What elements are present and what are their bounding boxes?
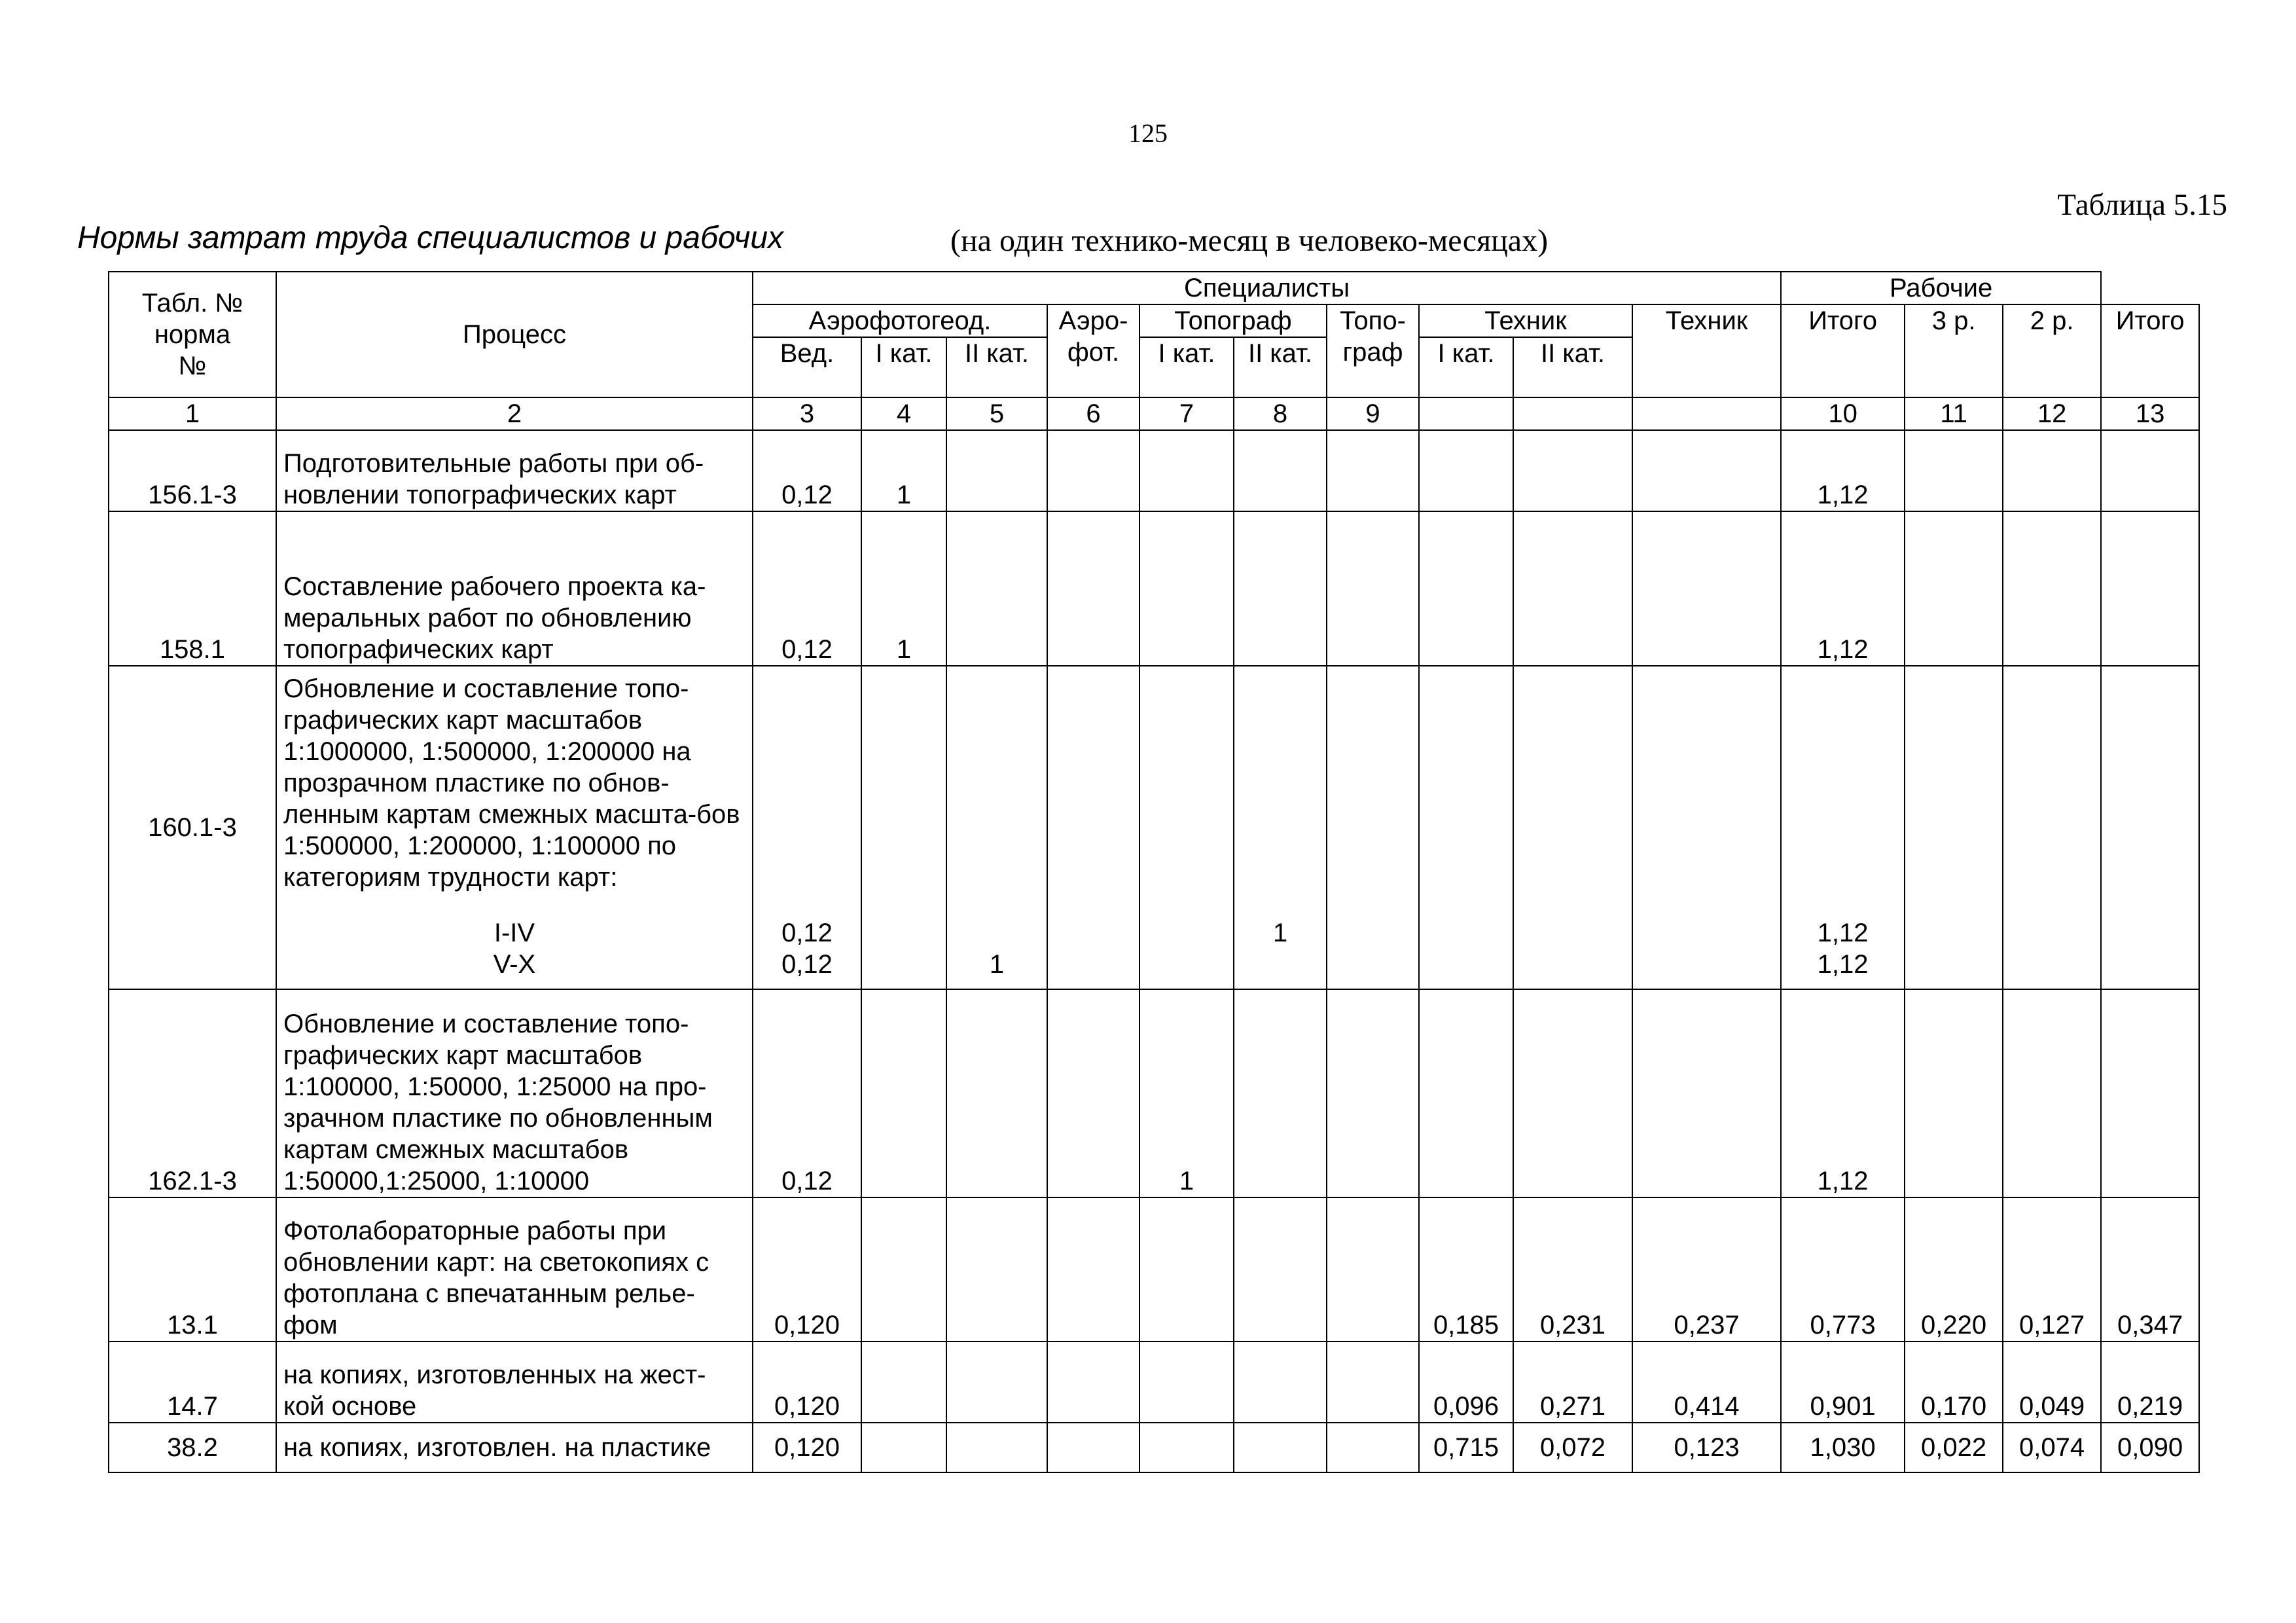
value-cell: 1 — [1234, 909, 1327, 949]
column-number — [1632, 397, 1781, 430]
value-cell: 1 — [946, 949, 1047, 989]
value-cell — [1047, 989, 1139, 1197]
norm-cell: 13.1 — [109, 1197, 276, 1341]
norm-cell: 160.1-3 — [109, 666, 276, 989]
value-cell — [1139, 949, 1234, 989]
column-number: 1 — [109, 397, 276, 430]
value-cell — [1513, 511, 1632, 666]
header-itogo-workers: Итого — [2101, 304, 2199, 397]
value-cell: 0,090 — [2101, 1423, 2199, 1472]
column-number: 13 — [2101, 397, 2199, 430]
subrow-label: V-X — [276, 949, 753, 989]
process-cell: Фотолабораторные работы при обновлении карт: на светокопиях с фотоплана с впечатанным релье-фом — [276, 1197, 753, 1341]
value-cell: 0,12 — [753, 989, 861, 1197]
value-cell: 0,347 — [2101, 1197, 2199, 1341]
norm-cell: 38.2 — [109, 1423, 276, 1472]
column-number: 6 — [1047, 397, 1139, 430]
header-topo-cat1: I кат. — [1139, 337, 1234, 397]
value-cell — [861, 1197, 946, 1341]
value-cell: 1,12 — [1781, 511, 1905, 666]
value-cell — [1047, 909, 1139, 949]
value-cell: 0,773 — [1781, 1197, 1905, 1341]
table-row — [109, 1423, 2199, 1472]
value-cell — [1905, 511, 2003, 666]
value-cell — [1234, 1197, 1327, 1341]
value-cell — [1047, 949, 1139, 989]
value-cell: 0,120 — [753, 1423, 861, 1472]
value-cell — [1234, 1341, 1327, 1423]
value-cell — [1632, 430, 1781, 511]
value-cell — [2003, 989, 2101, 1197]
value-cell — [1047, 1197, 1139, 1341]
value-cell: 0,127 — [2003, 1197, 2101, 1341]
value-cell: 1,12 — [1781, 430, 1905, 511]
value-cell — [1513, 949, 1632, 989]
header-aerophotogeod: Аэрофотогеод. — [753, 304, 1047, 337]
page-number: 125 — [1128, 119, 1168, 148]
value-cell: 0,12 — [753, 909, 861, 949]
value-cell — [1632, 949, 1781, 989]
value-cell — [1632, 511, 1781, 666]
value-cell — [1047, 511, 1139, 666]
value-cell — [1139, 909, 1234, 949]
value-cell — [1139, 511, 1234, 666]
value-cell: 0,074 — [2003, 1423, 2101, 1472]
value-cell: 0,231 — [1513, 1197, 1632, 1341]
value-cell — [1632, 909, 1781, 949]
value-cell: 0,123 — [1632, 1423, 1781, 1472]
value-cell — [1419, 430, 1513, 511]
value-cell: 0,049 — [2003, 1341, 2101, 1423]
value-cell: 0,096 — [1419, 1341, 1513, 1423]
header-itogo-specialists: Итого — [1781, 304, 1905, 397]
value-cell — [861, 949, 946, 989]
column-number: 11 — [1905, 397, 2003, 430]
value-cell — [1513, 430, 1632, 511]
column-number: 7 — [1139, 397, 1234, 430]
value-cell — [1047, 1423, 1139, 1472]
column-number: 4 — [861, 397, 946, 430]
value-cell — [1139, 1341, 1234, 1423]
value-cell — [1905, 430, 2003, 511]
norm-cell: 156.1-3 — [109, 430, 276, 511]
value-cell — [1327, 909, 1419, 949]
header-ved: Вед. — [753, 337, 861, 397]
value-cell — [1327, 430, 1419, 511]
table-row — [109, 430, 2199, 511]
value-cell — [1419, 989, 1513, 1197]
value-cell: 0,414 — [1632, 1341, 1781, 1423]
value-cell — [861, 909, 946, 949]
value-cell — [1327, 1423, 1419, 1472]
value-cell — [2003, 430, 2101, 511]
value-cell — [1139, 430, 1234, 511]
value-cell: 1 — [861, 430, 946, 511]
value-cell — [1632, 989, 1781, 1197]
value-cell — [1047, 430, 1139, 511]
value-cell — [1234, 430, 1327, 511]
value-cell — [946, 1197, 1047, 1341]
process-cell: Обновление и составление топо-графических карт масштабов 1:1000000, 1:500000, 1:200000 на прозрачном пластике по обнов-ленным картам смежных масшта-бов 1:500000, 1:200000, 1:100000 по категориям трудности карт: — [276, 666, 753, 909]
table-row — [109, 511, 2199, 666]
value-cell — [1905, 909, 2003, 949]
column-number: 12 — [2003, 397, 2101, 430]
value-cell — [2003, 511, 2101, 666]
value-cell — [2101, 989, 2199, 1197]
sub-row — [109, 949, 2199, 989]
process-cell: на копиях, изготовленных на жест-кой основе — [276, 1341, 753, 1423]
value-cell — [1047, 1341, 1139, 1423]
header-tekh-cat2: II кат. — [1513, 337, 1632, 397]
process-cell: Подготовительные работы при об-новлении топографических карт — [276, 430, 753, 511]
table-row — [109, 989, 2199, 1197]
table-subtitle: (на один технико-месяц в человеко-месяцах) — [950, 223, 1549, 258]
header-tekhnik: Техник — [1419, 304, 1632, 337]
value-cell: 0,120 — [753, 1197, 861, 1341]
header-aerofot: Аэро- фот. — [1047, 304, 1139, 397]
header-r3: 3 р. — [1905, 304, 2003, 397]
value-cell — [1234, 511, 1327, 666]
value-cell — [1513, 989, 1632, 1197]
value-cell — [1327, 1341, 1419, 1423]
norm-cell: 162.1-3 — [109, 989, 276, 1197]
value-cell: 0,12 — [753, 949, 861, 989]
value-cell: 0,12 — [753, 430, 861, 511]
column-number: 3 — [753, 397, 861, 430]
column-number: 10 — [1781, 397, 1905, 430]
value-cell — [1327, 511, 1419, 666]
value-cell — [946, 989, 1047, 1197]
value-cell — [861, 1341, 946, 1423]
table-row — [109, 1341, 2199, 1423]
value-cell — [1419, 909, 1513, 949]
value-cell — [946, 909, 1047, 949]
process-cell: Составление рабочего проекта ка-меральных работ по обновлению топографических карт — [276, 511, 753, 666]
value-cell: 0,185 — [1419, 1197, 1513, 1341]
header-topograf-short: Топо- граф — [1327, 304, 1419, 397]
value-cell: 1 — [861, 511, 946, 666]
value-cell — [2101, 511, 2199, 666]
value-cell: 0,12 — [753, 511, 861, 666]
value-cell — [861, 989, 946, 1197]
header-process: Процесс — [276, 272, 753, 397]
process-cell: на копиях, изготовлен. на пластике — [276, 1423, 753, 1472]
value-cell — [946, 1341, 1047, 1423]
column-number: 2 — [276, 397, 753, 430]
value-cell — [1234, 1423, 1327, 1472]
subrow-label: I-IV — [276, 909, 753, 949]
value-cell — [1419, 949, 1513, 989]
value-cell — [1419, 511, 1513, 666]
value-cell — [2003, 909, 2101, 949]
header-topograf: Топограф — [1139, 304, 1327, 337]
header-tekhnik-single: Техник — [1632, 304, 1781, 397]
value-cell — [2003, 949, 2101, 989]
table-title: Нормы затрат труда специалистов и рабочих — [77, 221, 784, 255]
header-workers: Рабочие — [1781, 272, 2101, 304]
value-cell: 0,901 — [1781, 1341, 1905, 1423]
value-cell — [1905, 949, 2003, 989]
norm-cell: 14.7 — [109, 1341, 276, 1423]
value-cell — [1139, 1197, 1234, 1341]
value-cell: 0,120 — [753, 1341, 861, 1423]
value-cell: 0,220 — [1905, 1197, 2003, 1341]
value-cell — [2101, 949, 2199, 989]
header-tekh-cat1: I кат. — [1419, 337, 1513, 397]
value-cell: 0,219 — [2101, 1341, 2199, 1423]
column-number-row — [109, 397, 2199, 430]
column-number — [1419, 397, 1513, 430]
table-row — [109, 1197, 2199, 1341]
column-number — [1513, 397, 1632, 430]
norm-cell: 158.1 — [109, 511, 276, 666]
header-row-1 — [109, 272, 2199, 304]
sub-row — [109, 909, 2199, 949]
value-cell — [946, 511, 1047, 666]
value-cell — [1513, 909, 1632, 949]
value-cell: 0,072 — [1513, 1423, 1632, 1472]
header-topo-cat2: II кат. — [1234, 337, 1327, 397]
value-cell: 0,271 — [1513, 1341, 1632, 1423]
value-cell — [1327, 1197, 1419, 1341]
value-cell — [1327, 949, 1419, 989]
value-cell: 1,12 — [1781, 949, 1905, 989]
value-cell — [2101, 430, 2199, 511]
value-cell: 1,12 — [1781, 989, 1905, 1197]
value-cell — [1905, 989, 2003, 1197]
value-cell: 0,237 — [1632, 1197, 1781, 1341]
value-cell: 1 — [1139, 989, 1234, 1197]
table-label: Таблица 5.15 — [2057, 188, 2227, 222]
value-cell: 1,030 — [1781, 1423, 1905, 1472]
column-number: 8 — [1234, 397, 1327, 430]
value-cell: 0,022 — [1905, 1423, 2003, 1472]
value-cell: 0,715 — [1419, 1423, 1513, 1472]
value-cell: 0,170 — [1905, 1341, 2003, 1423]
value-cell — [946, 430, 1047, 511]
header-cat1: I кат. — [861, 337, 946, 397]
header-cat2: II кат. — [946, 337, 1047, 397]
value-cell: 1,12 — [1781, 909, 1905, 949]
value-cell — [2101, 909, 2199, 949]
norms-table — [108, 271, 2200, 1473]
column-number: 5 — [946, 397, 1047, 430]
value-cell — [1234, 989, 1327, 1197]
header-norm: Табл. № норма № — [109, 272, 276, 397]
header-r2: 2 р. — [2003, 304, 2101, 397]
value-cell — [861, 1423, 946, 1472]
value-cell — [946, 1423, 1047, 1472]
header-specialists: Специалисты — [753, 272, 1781, 304]
process-cell: Обновление и составление топо-графических карт масштабов 1:100000, 1:50000, 1:25000 на про-зрачном пластике по обновленным картам смежных масштабов 1:50000,1:25000, 1:10000 — [276, 989, 753, 1197]
value-cell — [1234, 949, 1327, 989]
value-cell — [1139, 1423, 1234, 1472]
table-row — [109, 666, 2199, 909]
value-cell — [1327, 989, 1419, 1197]
column-number: 9 — [1327, 397, 1419, 430]
